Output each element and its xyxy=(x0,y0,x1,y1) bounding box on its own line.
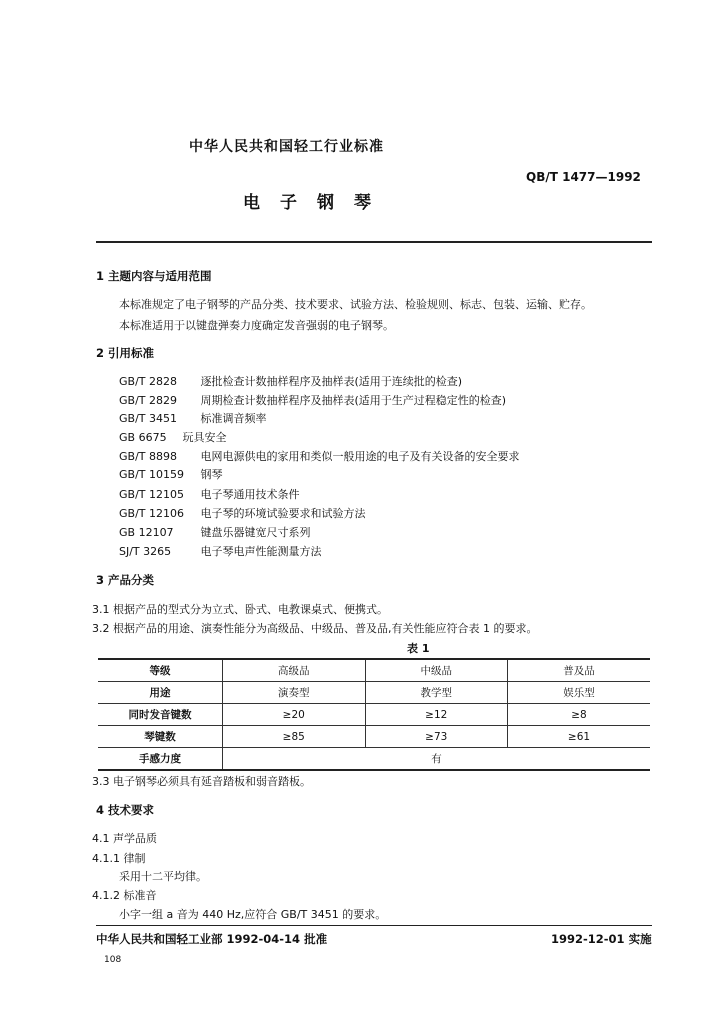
header-rule xyxy=(96,241,652,243)
reference-title: 钢琴 xyxy=(200,468,223,481)
table-cell: ≥85 xyxy=(223,726,366,748)
table-header-cell: 等级 xyxy=(98,659,223,682)
reference-code: GB/T 2829 xyxy=(119,394,177,407)
grade-table xyxy=(98,658,650,771)
table-cell: ≥61 xyxy=(508,726,651,748)
table-header-cell: 中级品 xyxy=(365,659,508,682)
clause-4-1: 4.1 声学品质 xyxy=(92,832,157,845)
reference-title: 电子琴的环境试验要求和试验方法 xyxy=(200,507,366,520)
reference-item xyxy=(119,486,300,502)
reference-code: GB 6675 xyxy=(119,431,167,444)
section-2-heading: 2 引用标准 xyxy=(96,346,155,360)
reference-item xyxy=(119,466,223,482)
reference-code: GB 12107 xyxy=(119,526,174,539)
standard-code: QB/T 1477—1992 xyxy=(526,170,641,184)
document-title: 电子钢琴 xyxy=(243,193,391,213)
reference-code: SJ/T 3265 xyxy=(119,545,172,558)
approval-line: 中华人民共和国轻工业部 1992-04-14 批准 xyxy=(96,932,328,946)
reference-item xyxy=(119,429,227,445)
table-header-row xyxy=(98,659,650,682)
reference-title: 周期检查计数抽样程序及抽样表(适用于生产过程稳定性的检查) xyxy=(200,394,507,407)
reference-title: 逐批检查计数抽样程序及抽样表(适用于连续批的检查) xyxy=(200,375,463,388)
implementation-date: 1992-12-01 实施 xyxy=(551,932,652,946)
table-cell: ≥8 xyxy=(508,704,651,726)
clause-4-1-1-text: 采用十二平均律。 xyxy=(119,870,207,883)
footer-rule xyxy=(96,925,652,926)
clause-4-1-2: 4.1.2 标准音 xyxy=(92,889,157,902)
table-cell: ≥20 xyxy=(223,704,366,726)
reference-item xyxy=(119,448,520,464)
reference-code: GB/T 12106 xyxy=(119,507,184,520)
page-number: 108 xyxy=(104,955,122,965)
clause-3-3: 3.3 电子钢琴必须具有延音踏板和弱音踏板。 xyxy=(92,775,311,788)
table-caption: 表 1 xyxy=(407,642,430,655)
reference-title: 标准调音频率 xyxy=(200,412,267,425)
section-1-paragraph-1: 本标准规定了电子钢琴的产品分类、技术要求、试验方法、检验规则、标志、包装、运输、贮存。 xyxy=(119,298,592,311)
reference-code: GB/T 12105 xyxy=(119,488,184,501)
table-row xyxy=(98,748,650,771)
table-cell: 琴键数 xyxy=(98,726,223,748)
section-1-paragraph-2: 本标准适用于以键盘弹奏力度确定发音强弱的电子钢琴。 xyxy=(119,319,394,332)
reference-title: 电网电源供电的家用和类似一般用途的电子及有关设备的安全要求 xyxy=(200,450,520,463)
table-header-cell: 高级品 xyxy=(223,659,366,682)
table-cell: 手感力度 xyxy=(98,748,223,771)
reference-code: GB/T 3451 xyxy=(119,412,177,425)
reference-title: 电子琴电声性能测量方法 xyxy=(200,545,322,558)
clause-4-1-1: 4.1.1 律制 xyxy=(92,852,146,865)
table-row xyxy=(98,682,650,704)
reference-title: 玩具安全 xyxy=(182,431,227,444)
table-cell: ≥73 xyxy=(365,726,508,748)
clause-3-1: 3.1 根据产品的型式分为立式、卧式、电教课桌式、便携式。 xyxy=(92,603,388,616)
clause-3-2: 3.2 根据产品的用途、演奏性能分为高级品、中级品、普及品,有关性能应符合表 1 的要求。 xyxy=(92,622,538,635)
table-cell: 演奏型 xyxy=(223,682,366,704)
table-cell: 娱乐型 xyxy=(508,682,651,704)
table-row xyxy=(98,704,650,726)
reference-title: 键盘乐器键宽尺寸系列 xyxy=(200,526,311,539)
reference-item xyxy=(119,373,462,389)
reference-item xyxy=(119,392,506,408)
reference-code: GB/T 2828 xyxy=(119,375,177,388)
table-header-cell: 普及品 xyxy=(508,659,651,682)
section-1-heading: 1 主题内容与适用范围 xyxy=(96,269,212,283)
table-cell: 同时发音键数 xyxy=(98,704,223,726)
reference-code: GB/T 8898 xyxy=(119,450,177,463)
table-row xyxy=(98,726,650,748)
section-3-heading: 3 产品分类 xyxy=(96,573,155,587)
table-cell: ≥12 xyxy=(365,704,508,726)
table-cell: 教学型 xyxy=(365,682,508,704)
table-cell: 有 xyxy=(223,748,651,771)
section-4-heading: 4 技术要求 xyxy=(96,803,155,817)
issuing-authority: 中华人民共和国轻工行业标准 xyxy=(189,139,384,155)
table-cell: 用途 xyxy=(98,682,223,704)
clause-4-1-2-text: 小字一组 a 音为 440 Hz,应符合 GB/T 3451 的要求。 xyxy=(119,908,387,921)
reference-item xyxy=(119,410,267,426)
reference-item xyxy=(119,524,311,540)
reference-code: GB/T 10159 xyxy=(119,468,184,481)
reference-item xyxy=(119,543,322,559)
reference-item xyxy=(119,505,366,521)
reference-title: 电子琴通用技术条件 xyxy=(200,488,300,501)
